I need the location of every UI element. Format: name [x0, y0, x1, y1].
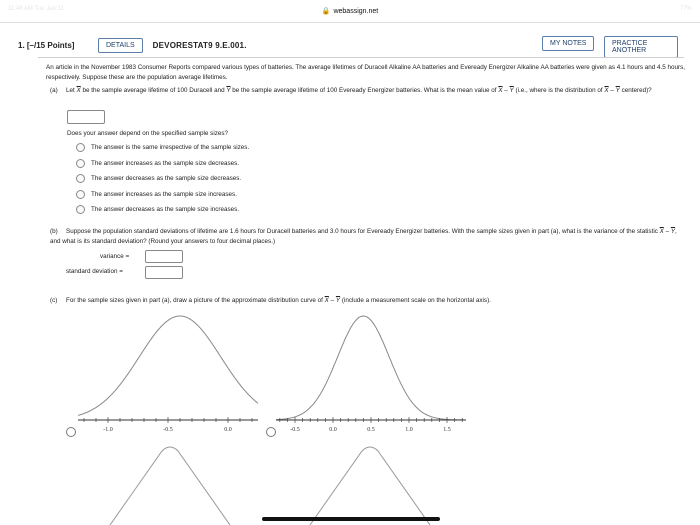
mean-answer-input[interactable]: [67, 110, 105, 124]
question-code: DEVORESTAT9 9.E.001.: [152, 40, 247, 50]
plot-2-radio[interactable]: [266, 427, 276, 437]
part-b-text: (b) Suppose the population standard deviations of lifetime are 1.6 hours for Duracell batteries and 3.0 hours for Eveready Energizer batteries. With the sample sizes given in part (a), what is the variance of the statistic $\overline{X} - \overline{Y}$, and what is its standard deviation? (Round your answers to four decimal places.): [50, 228, 677, 245]
question-header: [18, 36, 688, 54]
option-3[interactable]: The answer decreases as the sample size decreases.: [76, 174, 241, 183]
browser-status-bar: [0, 0, 700, 22]
header-divider: [38, 57, 684, 58]
plot-1-radio[interactable]: [66, 427, 76, 437]
lock-icon: 🔒: [321, 8, 331, 15]
home-indicator: [262, 517, 440, 521]
radio-button[interactable]: [76, 143, 85, 152]
option-5[interactable]: The answer decreases as the sample size increases.: [76, 205, 239, 214]
tick-label: -0.5: [163, 427, 173, 433]
distribution-plot-1: [78, 312, 258, 434]
url-label[interactable]: webassign.net: [333, 7, 379, 15]
part-a-label: (a): [50, 87, 58, 94]
my-notes-button[interactable]: MY NOTES: [542, 36, 594, 51]
density-curve: [78, 316, 258, 415]
option-2[interactable]: The answer increases as the sample size decreases.: [76, 159, 239, 168]
radio-button[interactable]: [76, 205, 85, 214]
option-1[interactable]: The answer is the same irrespective of the sample sizes.: [76, 143, 249, 152]
status-time: 11:48 AM Tue Jan 11: [8, 6, 64, 12]
battery-status: 77%: [679, 6, 692, 12]
distribution-plot-3-partial: [100, 445, 240, 525]
std-dev-input[interactable]: [145, 266, 183, 279]
practice-another-button[interactable]: PRACTICE ANOTHER: [604, 36, 678, 58]
curve-4: [310, 447, 430, 525]
part-c-label: (c): [50, 297, 58, 304]
std-dev-label: standard deviation =: [66, 268, 123, 275]
divider: [0, 22, 700, 23]
density-curve: [276, 316, 466, 420]
radio-button[interactable]: [76, 190, 85, 199]
radio-button[interactable]: [76, 174, 85, 183]
part-a-text: (a) Let $\overline{X}$ be the sample average lifetime of 100 Duracell and $\overline{Y}$ be the sample average lifetime of 100 Eveready Energizer batteries. What is the mean value of $\overline{X} - \overline{Y}$ (i.e., where is the distribution of $\overline{X} - \overline{Y}$ centered)?: [50, 87, 652, 94]
dependence-question: Does your answer depend on the specified sample sizes?: [67, 130, 229, 137]
variance-input[interactable]: [145, 250, 183, 263]
tick-label: 1.0: [405, 427, 413, 433]
distribution-plot-4-partial: [300, 445, 440, 525]
variance-label: variance =: [100, 253, 130, 260]
part-c-text: (c) For the sample sizes given in part (a), draw a picture of the approximate distribution curve of $\overline{X} - \overline{Y}$ (include a measurement scale on the horizontal axis).: [50, 297, 491, 304]
problem-intro: An article in the November 1983 Consumer Reports compared various types of batteries. The average lifetimes of Duracell Alkaline AA batteries and Eveready Energizer Alkaline AA batteries were given as 4.1 hours and 4.5 hours, respectively. Suppose these are the population average lifetimes.: [46, 64, 686, 81]
radio-button[interactable]: [76, 159, 85, 168]
part-b-label: (b): [50, 228, 58, 235]
curve-3: [110, 447, 230, 525]
tick-label: 0.5: [367, 427, 375, 433]
tick-label: 0.0: [329, 427, 337, 433]
option-4[interactable]: The answer increases as the sample size increases.: [76, 190, 237, 199]
distribution-plot-2: [276, 312, 466, 434]
tick-label: -1.0: [103, 427, 113, 433]
tick-label: 1.5: [443, 427, 451, 433]
question-number: 1. [–/15 Points]: [18, 40, 75, 50]
details-button[interactable]: DETAILS: [98, 38, 143, 53]
tick-label: 0.0: [224, 427, 232, 433]
tick-label: -0.5: [290, 427, 300, 433]
